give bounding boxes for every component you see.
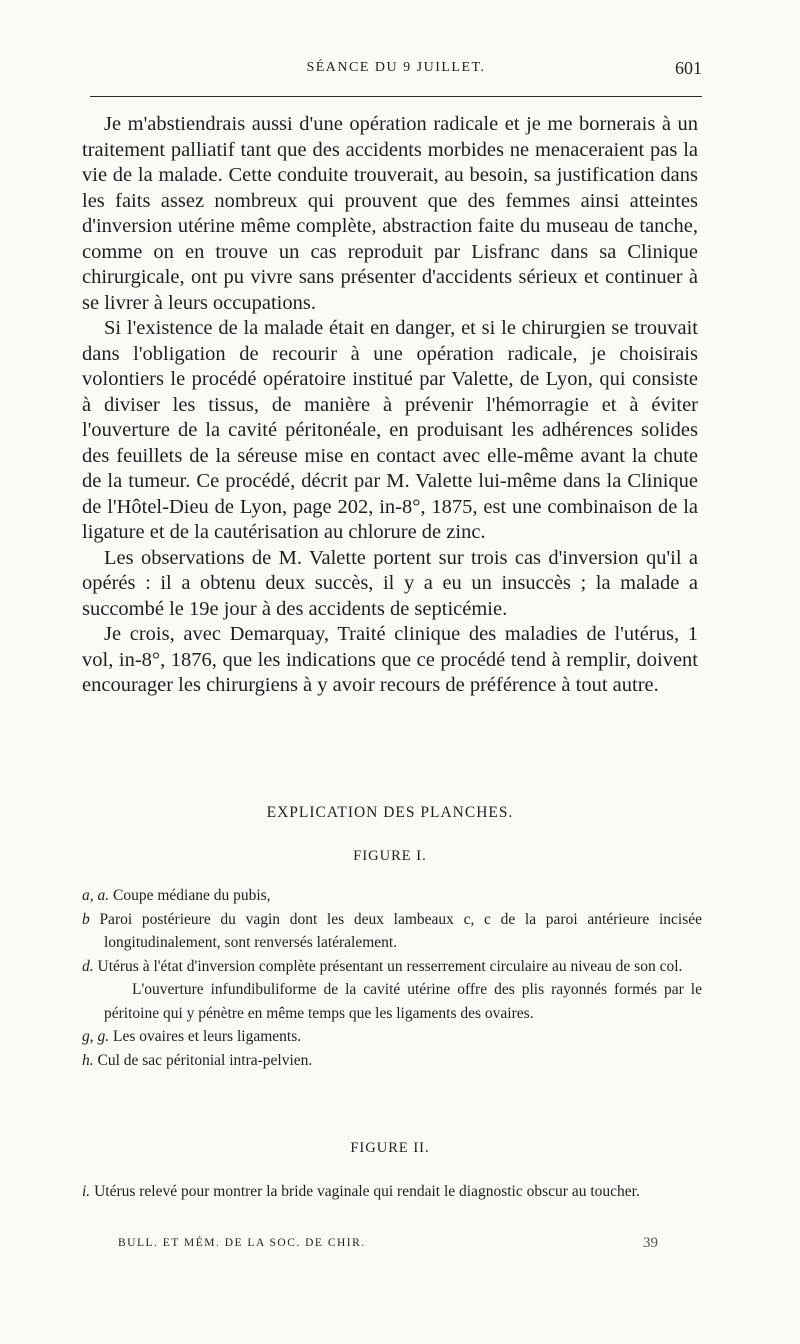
legend-item bbox=[82, 955, 702, 979]
running-head bbox=[90, 58, 702, 82]
legend-text: Utérus à l'état d'inversion complète présentant un resserrement circulaire au niveau de son col. bbox=[97, 957, 683, 975]
legend-key: d. bbox=[82, 957, 94, 975]
legend-item bbox=[82, 1049, 702, 1073]
legend-item bbox=[82, 908, 702, 955]
footer-journal-title: BULL. ET MÉM. DE LA SOC. DE CHIR. bbox=[118, 1237, 366, 1249]
figure-2-title: FIGURE II. bbox=[350, 1140, 430, 1156]
legend-item bbox=[82, 884, 702, 908]
figure-1-title: FIGURE I. bbox=[353, 848, 427, 864]
paragraph-2: Si l'existence de la malade était en danger, et si le chirurgien se trouvait dans l'obligation de recourir à une opération radicale, je choisirais volontiers le procédé opératoire institué par Valette, de Lyon, qui consiste à diviser les tissus, de manière à prévenir l'hémorragie et à éviter l'ouverture de la cavité péritonéale, en produisant les adhérences solides des feuillets de la séreuse mise en contact avec elle-même avant la chute de la tumeur. Ce procédé, décrit par M. Valette lui-même dans la Clinique de l'Hôtel-Dieu de Lyon, page 202, in-8°, 1875, est une combinaison de la ligature et de la cautérisation au chlorure de zinc. bbox=[82, 317, 698, 543]
legend-paragraph: L'ouverture infundibuliforme de la cavité utérine offre des plis rayonnés formés par le péritoine qui y pénètre en même temps que les ligaments des ovaires. bbox=[104, 981, 702, 1022]
figure-1-legend bbox=[82, 884, 702, 1072]
legend-key: h. bbox=[82, 1051, 94, 1069]
section-title: EXPLICATION DES PLANCHES. bbox=[266, 804, 514, 821]
legend-item bbox=[82, 1025, 702, 1049]
legend-key: a, a. bbox=[82, 887, 110, 904]
paragraph-3: Les observations de M. Valette portent sur trois cas d'inversion qu'il a opérés : il a obtenu deux succès, il y a eu un insuccès ; la malade a succombé le 19e jour à des accidents de septicémie. bbox=[82, 546, 698, 620]
legend-item bbox=[82, 1180, 702, 1204]
legend-key: b bbox=[82, 910, 90, 928]
legend-key: i. bbox=[82, 1183, 91, 1200]
legend-text: Les ovaires et leurs ligaments. bbox=[113, 1028, 302, 1045]
footer bbox=[118, 1237, 658, 1249]
running-head-title: SÉANCE DU 9 JUILLET. bbox=[306, 60, 486, 75]
legend-text: Paroi postérieure du vagin dont les deux lambeaux c, c de la paroi antérieure incisée longitudinalement, sont renversés latéralement. bbox=[99, 910, 703, 951]
legend-text: Cul de sac péritonial intra-pelvien. bbox=[97, 1051, 313, 1069]
body-text bbox=[82, 112, 698, 699]
paragraph-4: Je crois, avec Demarquay, Traité clinique des maladies de l'utérus, 1 vol, in-8°, 1876, que les indications que ce procédé tend à remplir, doivent encourager les chirurgiens à y avoir recours de préférence à tout autre. bbox=[82, 623, 698, 696]
signature-mark: 39 bbox=[643, 1235, 658, 1251]
header-rule bbox=[90, 96, 702, 97]
legend-key: g, g. bbox=[82, 1028, 110, 1045]
figure-2-legend bbox=[82, 1180, 702, 1204]
page-number: 601 bbox=[675, 58, 702, 78]
legend-text: Utérus relevé pour montrer la bride vaginale qui rendait le diagnostic obscur au toucher. bbox=[94, 1183, 640, 1200]
legend-text: Coupe médiane du pubis, bbox=[113, 887, 271, 904]
paragraph-1: Je m'abstiendrais aussi d'une opération radicale et je me bornerais à un traitement palliatif tant que des accidents morbides ne menaceraient pas la vie de la malade. Cette conduite trouverait, au besoin, sa justification dans les faits assez nombreux qui prouvent que des femmes ainsi atteintes d'inversion utérine même complète, abstraction faite du museau de tanche, comme on en trouve un cas reproduit par Lisfranc dans sa Clinique chirurgicale, ont pu vivre sans présenter d'accidents sérieux et continuer à se livrer à leurs occupations. bbox=[82, 113, 698, 314]
